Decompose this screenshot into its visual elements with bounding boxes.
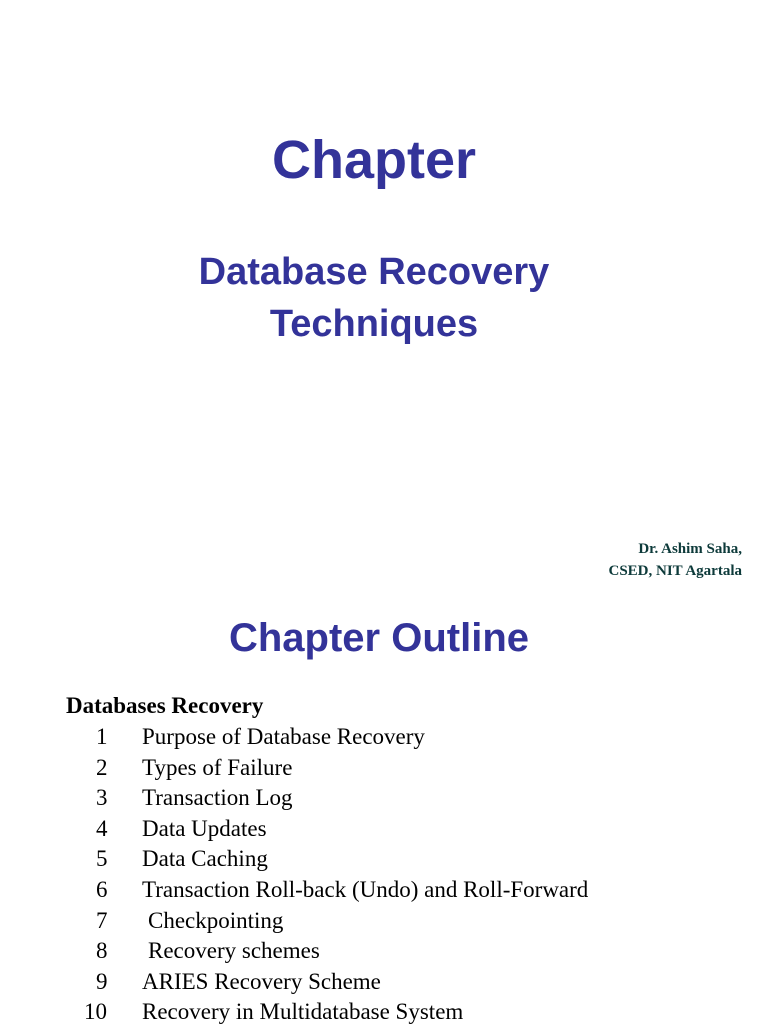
item-text: ARIES Recovery Scheme bbox=[142, 968, 381, 994]
item-number: 9 bbox=[96, 968, 108, 994]
item-number: 3 bbox=[96, 785, 108, 811]
list-item bbox=[96, 814, 588, 845]
list-item bbox=[96, 875, 588, 906]
slide-subtitle bbox=[0, 246, 748, 350]
item-text: Types of Failure bbox=[142, 754, 293, 780]
list-item bbox=[96, 844, 588, 875]
outline-title: Chapter Outline bbox=[228, 616, 530, 660]
item-text: Recovery schemes bbox=[148, 938, 320, 964]
list-item bbox=[96, 936, 588, 967]
item-number: 10 bbox=[84, 999, 107, 1024]
item-number: 1 bbox=[96, 724, 108, 749]
item-text: Recovery in Multidatabase System bbox=[142, 999, 464, 1024]
section-heading: Databases Recovery bbox=[66, 693, 264, 718]
item-text: Data Updates bbox=[142, 815, 267, 841]
list-item bbox=[96, 783, 588, 814]
item-text: Purpose of Database Recovery bbox=[142, 724, 425, 749]
author-affiliation: CSED, NIT Agartala bbox=[608, 563, 742, 578]
item-number: 6 bbox=[96, 876, 108, 902]
item-number: 4 bbox=[96, 815, 108, 841]
item-number: 2 bbox=[96, 754, 108, 780]
item-number: 7 bbox=[96, 907, 108, 933]
subtitle-line-2: Techniques bbox=[269, 303, 479, 345]
author-block bbox=[609, 538, 743, 578]
list-item bbox=[96, 906, 588, 937]
list-item bbox=[96, 967, 588, 998]
author-name: Dr. Ashim Saha, bbox=[638, 541, 742, 557]
outline-list bbox=[84, 722, 589, 1024]
list-item bbox=[96, 722, 588, 753]
slide-title: Chapter bbox=[271, 130, 477, 190]
list-item bbox=[96, 753, 588, 784]
item-text: Transaction Log bbox=[142, 785, 293, 811]
list-item bbox=[84, 997, 588, 1024]
item-number: 5 bbox=[96, 846, 108, 872]
item-text: Transaction Roll-back (Undo) and Roll-Forward bbox=[142, 876, 589, 902]
subtitle-line-1: Database Recovery bbox=[198, 251, 550, 293]
item-number: 8 bbox=[96, 938, 108, 964]
outline-slide bbox=[0, 578, 768, 1024]
item-text: Checkpointing bbox=[148, 907, 284, 933]
item-text: Data Caching bbox=[142, 846, 268, 872]
